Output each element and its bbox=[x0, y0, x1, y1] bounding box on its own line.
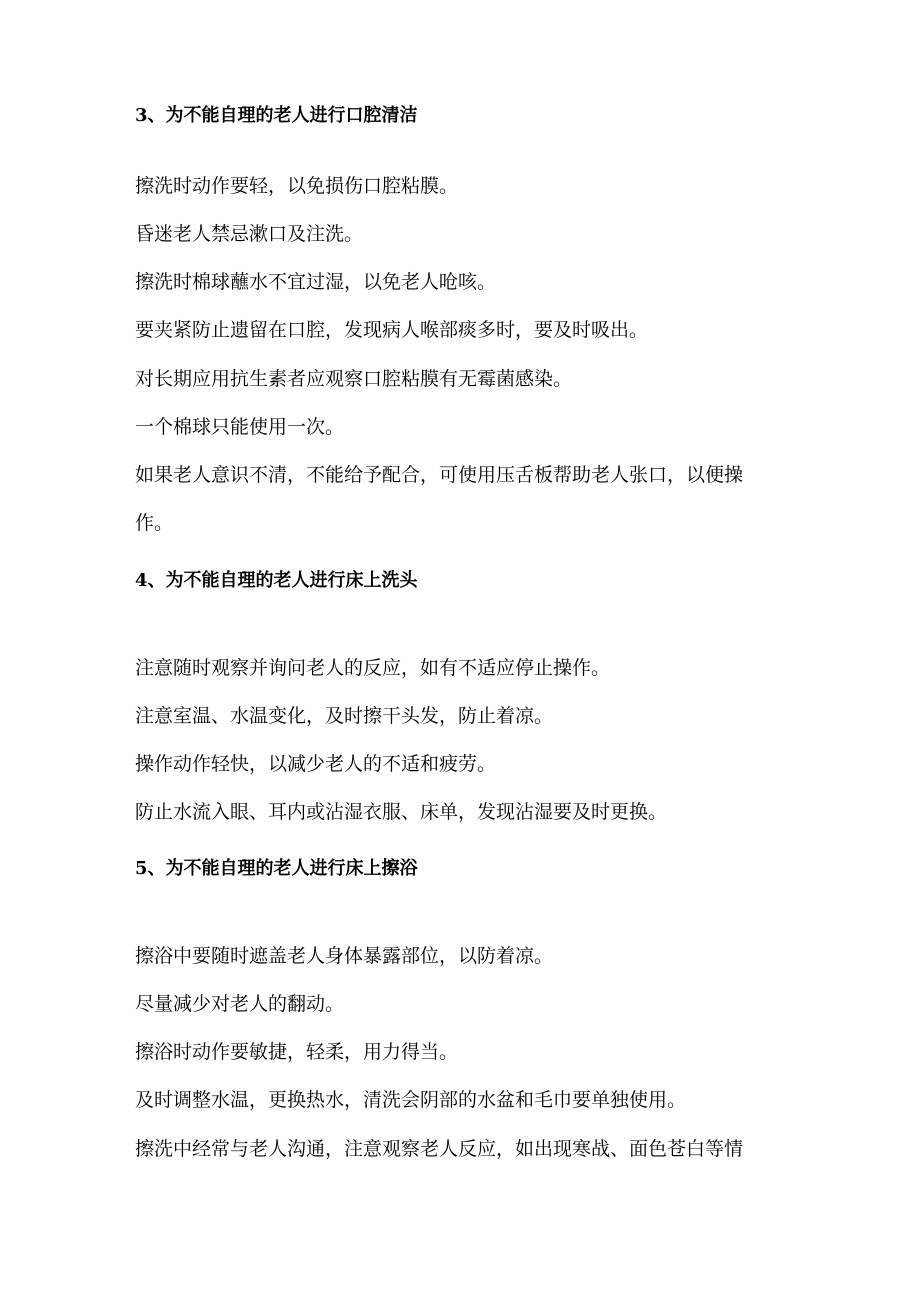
paragraph-line: 对长期应用抗生素者应观察口腔粘膜有无霉菌感染。 bbox=[135, 368, 573, 390]
section-heading: 4、为不能自理的老人进行床上洗头 bbox=[135, 570, 418, 591]
paragraph-line: 作。 bbox=[135, 512, 174, 534]
paragraph-line: 一个棉球只能使用一次。 bbox=[135, 416, 345, 438]
paragraph-line: 昏迷老人禁忌漱口及注洗。 bbox=[135, 223, 364, 245]
paragraph-line: 擦洗中经常与老人沟通，注意观察老人反应，如出现寒战、面色苍白等情 bbox=[135, 1138, 744, 1160]
paragraph-line: 注意随时观察并询问老人的反应，如有不适应停止操作。 bbox=[135, 657, 611, 679]
paragraph-line: 如果老人意识不清，不能给予配合，可使用压舌板帮助老人张口，以便操 bbox=[135, 464, 744, 486]
paragraph-line: 及时调整水温，更换热水，清洗会阴部的水盆和毛巾要单独使用。 bbox=[135, 1089, 687, 1111]
paragraph-line: 擦浴中要随时遮盖老人身体暴露部位，以防着凉。 bbox=[135, 945, 554, 967]
paragraph-line: 注意室温、水温变化，及时擦干头发，防止着凉。 bbox=[135, 705, 554, 727]
paragraph-line: 操作动作轻快，以减少老人的不适和疲劳。 bbox=[135, 753, 497, 775]
paragraph-line: 擦浴时动作要敏捷，轻柔，用力得当。 bbox=[135, 1041, 459, 1063]
paragraph-line: 擦洗时棉球蘸水不宜过湿，以免老人呛咳。 bbox=[135, 271, 497, 293]
paragraph-line: 尽量减少对老人的翻动。 bbox=[135, 993, 345, 1015]
paragraph-line: 防止水流入眼、耳内或沾湿衣服、床单，发现沾湿要及时更换。 bbox=[135, 801, 668, 823]
paragraph-line: 要夹紧防止遗留在口腔，发现病人喉部痰多时，要及时吸出。 bbox=[135, 319, 649, 341]
section-heading: 5、为不能自理的老人进行床上擦浴 bbox=[135, 858, 418, 879]
section-heading: 3、为不能自理的老人进行口腔清洁 bbox=[135, 105, 418, 126]
paragraph-line: 擦洗时动作要轻，以免损伤口腔粘膜。 bbox=[135, 175, 459, 197]
